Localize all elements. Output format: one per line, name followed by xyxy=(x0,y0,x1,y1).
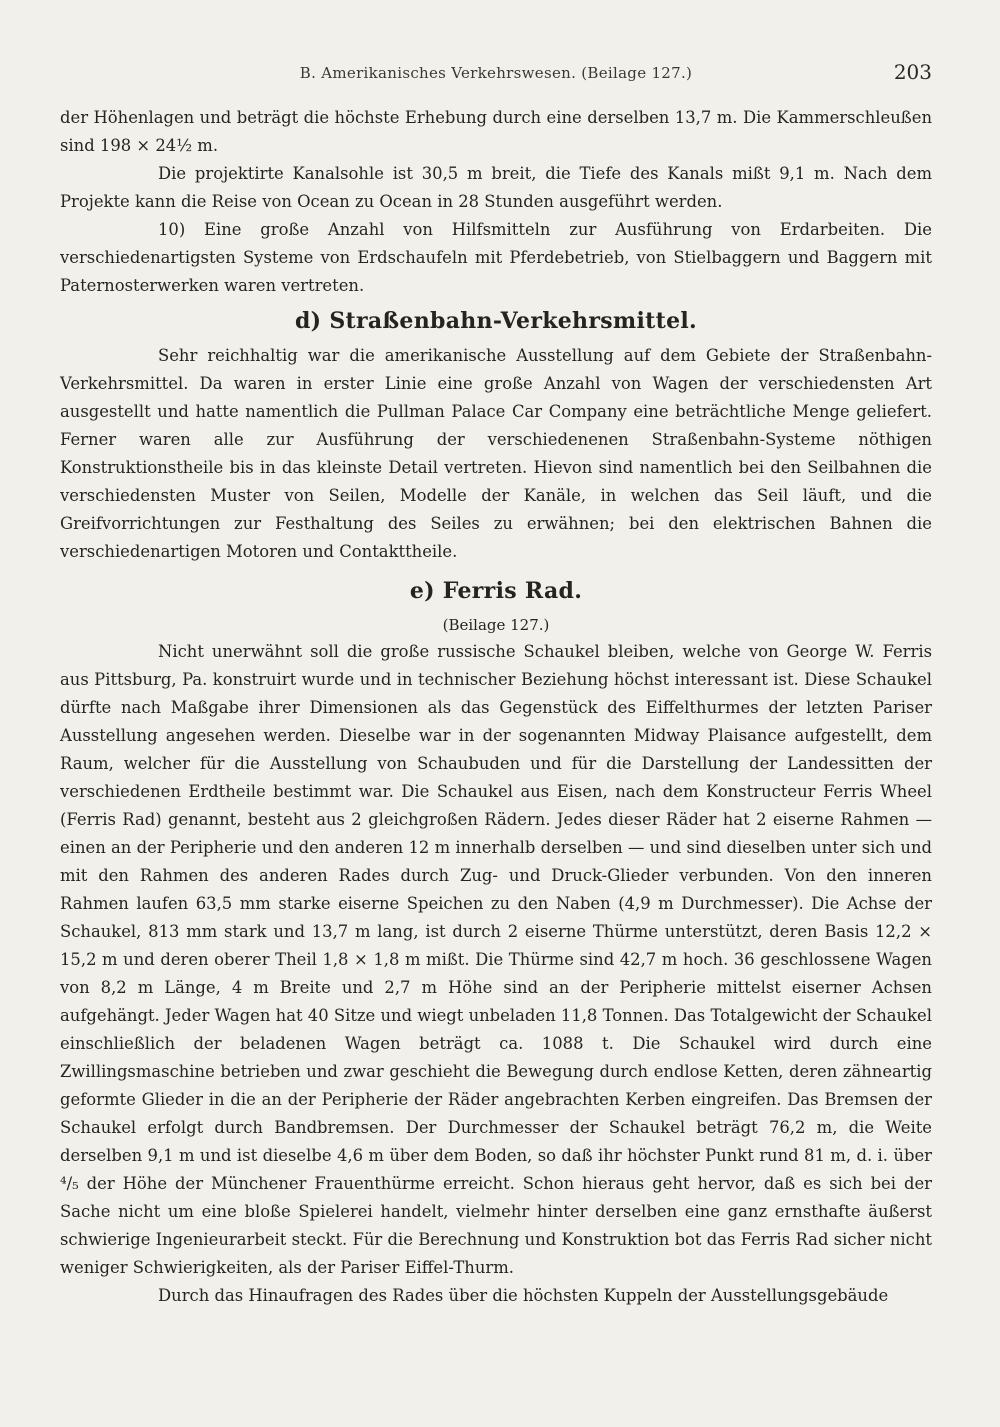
running-head: B. Amerikanisches Verkehrswesen. (Beilage 127.) xyxy=(299,64,693,82)
page-header xyxy=(60,60,932,90)
paragraph: Nicht unerwähnt soll die große russische Schaukel bleiben, welche von George W. Ferris aus Pittsburg, Pa. konstruirt wurde und in technischer Beziehung höchst interessant ist. Diese Schaukel dürfte nach Maßgabe ihrer Dimensionen als das Gegenstück des Eiffelthurmes der letzten Pariser Ausstellung angesehen werden. Dieselbe war in der sogenannten Midway Plaisance aufgestellt, dem Raum, welcher für die Ausstellung von Schaubuden und für die Darstellung der Landessitten der verschiedenen Erdtheile bestimmt war. Die Schaukel aus Eisen, nach dem Konstructeur Ferris Wheel (Ferris Rad) genannt, besteht aus 2 gleichgroßen Rädern. Jedes dieser Räder hat 2 eiserne Rahmen — einen an der Peripherie und den anderen 12 m innerhalb derselben — und sind dieselben unter sich und mit den Rahmen des anderen Rades durch Zug- und Druck-Glieder verbunden. Von den inneren Rahmen laufen 63,5 mm starke eiserne Speichen zu den Naben (4,9 m Durchmesser). Die Achse der Schaukel, 813 mm stark und 13,7 m lang, ist durch 2 eiserne Thürme unterstützt, deren Basis 12,2 × 15,2 m und deren oberer Theil 1,8 × 1,8 m mißt. Die Thürme sind 42,7 m hoch. 36 geschlossene Wagen von 8,2 m Länge, 4 m Breite und 2,7 m Höhe sind an der Peripherie mittelst eiserner Achsen aufgehängt. Jeder Wagen hat 40 Sitze und wiegt unbeladen 11,8 Tonnen. Das Totalgewicht der Schaukel einschließlich der beladenen Wagen beträgt ca. 1088 t. Die Schaukel wird durch eine Zwillingsmaschine betrieben und zwar geschieht die Bewegung durch endlose Ketten, deren zähneartig geformte Glieder in die an der Peripherie der Räder angebrachten Kerben eingreifen. Das Bremsen der Schaukel erfolgt durch Bandbremsen. Der Durchmesser der Schaukel beträgt 76,2 m, die Weite derselben 9,1 m und ist dieselbe 4,6 m über dem Boden, so daß ihr höchster Punkt rund 81 m, d. i. über ⁴/₅ der Höhe der Münchener Frauenthürme erreicht. Schon hieraus geht hervor, daß es sich bei der Sache nicht um eine bloße Spielerei handelt, vielmehr hinter derselben eine ganz ernsthafte äußerst schwierige Ingenieurarbeit steckt. Für die Berechnung und Konstruktion bot das Ferris Rad sicher nicht weniger Schwierigkeiten, als der Pariser Eiffel-Thurm. xyxy=(60,642,932,1277)
paragraph: Sehr reichhaltig war die amerikanische Ausstellung auf dem Gebiete der Straßenbahn-Verkehrsmittel. Da waren in erster Linie eine große Anzahl von Wagen der verschiedensten Art ausgestellt und hatte namentlich die Pullman Palace Car Company eine beträchtliche Menge geliefert. Ferner waren alle zur Ausführung der verschiedenenen Straßenbahn-Systeme nöthigen Konstruktionstheile bis in das kleinste Detail vertreten. Hievon sind namentlich bei den Seilbahnen die verschiedensten Muster von Seilen, Modelle der Kanäle, in welchen das Seil läuft, und die Greifvorrichtungen zur Festhaltung des Seiles zu erwähnen; bei den elektrischen Bahnen die verschiedenartigen Motoren und Contakttheile. xyxy=(60,346,932,561)
page-number: 203 xyxy=(893,60,932,84)
paragraph: 10) Eine große Anzahl von Hilfsmitteln zur Ausführung von Erdarbeiten. Die verschiedenartigsten Systeme von Erdschaufeln mit Pferdebetrieb, von Stielbaggern und Baggern mit Paternosterwerken waren vertreten. xyxy=(60,220,932,295)
paragraph: Die projektirte Kanalsohle ist 30,5 m breit, die Tiefe des Kanals mißt 9,1 m. Nach dem Projekte kann die Reise von Ocean zu Ocean in 28 Stunden ausgeführt werden. xyxy=(60,164,932,211)
paragraph: Durch das Hinaufragen des Rades über die höchsten Kuppeln der Ausstellungsgebäude xyxy=(158,1286,889,1305)
section-heading-d: d) Straßenbahn-Verkehrsmittel. xyxy=(294,308,698,334)
paragraph: der Höhenlagen und beträgt die höchste Erhebung durch eine derselben 13,7 m. Die Kammerschleußen sind 198 × 24½ m. xyxy=(60,108,932,155)
section-subheading: (Beilage 127.) xyxy=(442,616,550,634)
body-text xyxy=(60,104,932,1310)
section-heading-e: e) Ferris Rad. xyxy=(409,578,583,604)
